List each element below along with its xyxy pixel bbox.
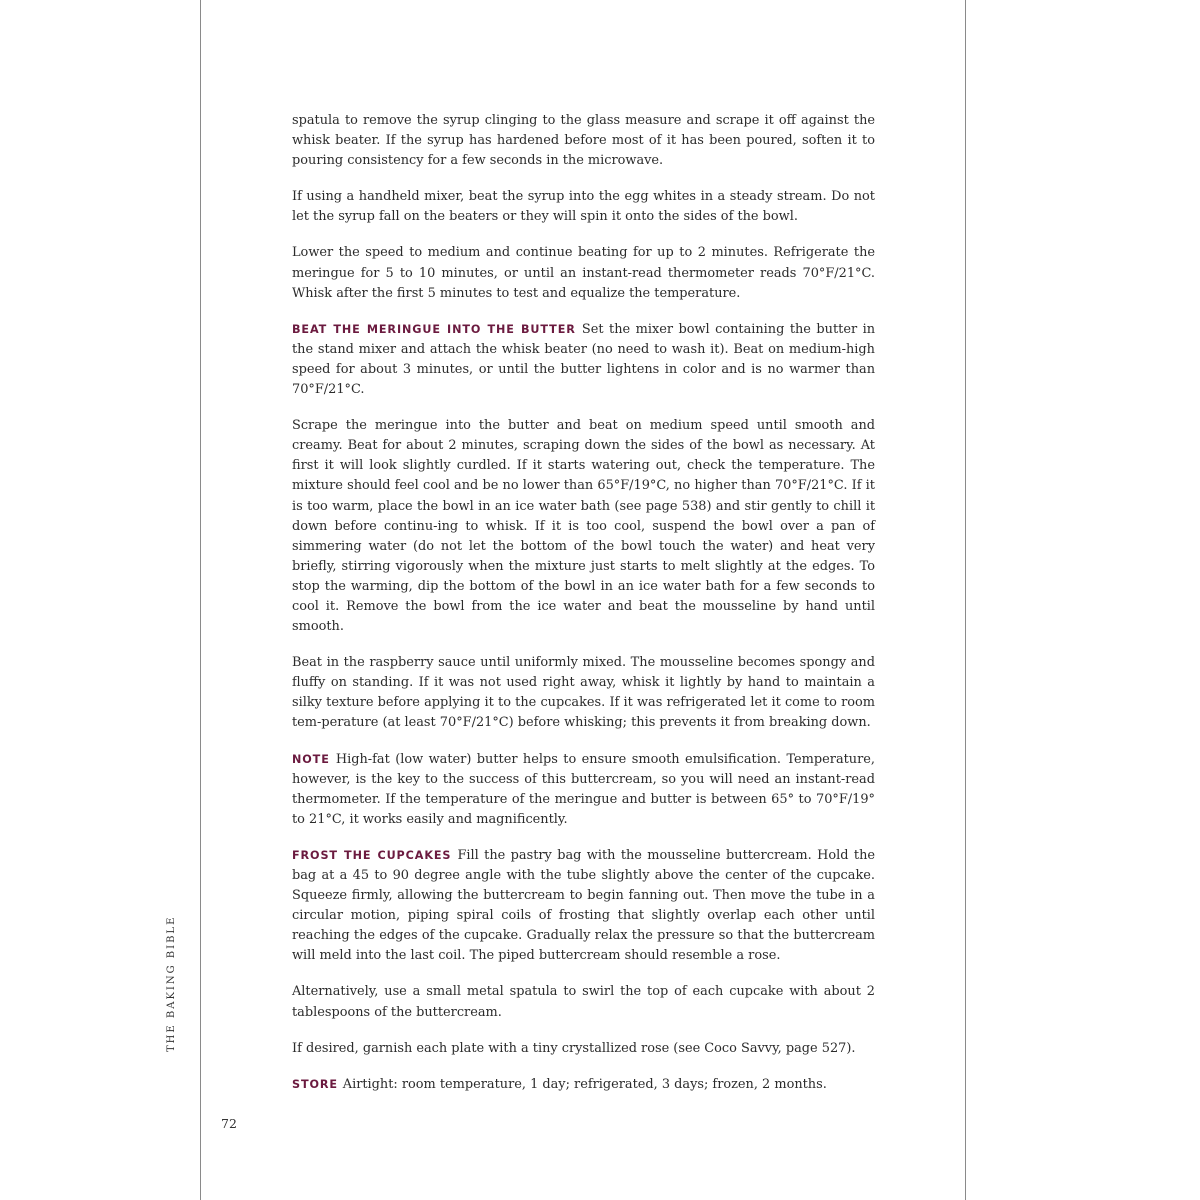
- page-number: 72: [221, 1116, 237, 1131]
- paragraph-text: spatula to remove the syrup clinging to the glass measure and scrape it off against the whisk beater. If the syrup has hardened before most of it has been poured, soften it to pouring consistency for a few seconds in the microwave.: [292, 113, 875, 169]
- paragraph-syrup-finish: [292, 111, 875, 171]
- paragraph-text: Airtight: room temperature, 1 day; refrigerated, 3 days; frozen, 2 months.: [342, 1076, 827, 1092]
- paragraph-text: Alternatively, use a small metal spatula to swirl the top of each cupcake with about 2 tablespoons of the buttercream.: [292, 984, 875, 1020]
- paragraph-text: Lower the speed to medium and continue beating for up to 2 minutes. Refrigerate the meringue for 5 to 10 minutes, or until an instant-read thermometer reads 70°F/21°C. Whisk after the first 5 minutes to test and equalize the temperature.: [292, 245, 875, 301]
- paragraph-handheld-mixer: [292, 187, 875, 227]
- paragraph-text: Beat in the raspberry sauce until uniformly mixed. The mousseline becomes spongy and fluffy on standing. If it was not used right away, whisk it lightly by hand to maintain a silky texture before applying it to the cupcakes. If it was refrigerated let it come to room tem-perature (at least 70°F/21°C) before whisking; this prevents it from breaking down.: [292, 655, 875, 731]
- paragraph-store: [292, 1075, 875, 1095]
- paragraph-scrape-meringue: [292, 416, 875, 637]
- paragraph-text: Scrape the meringue into the butter and beat on medium speed until smooth and creamy. Beat for about 2 minutes, scraping down the sides of the bowl as necessary. At first it will look slightly curdled. If it starts watering out, check the temperature. The mixture should feel cool and be no lower than 65°F/19°C, no higher than 70°F/21°C. If it is too warm, place the bowl in an ice water bath (see page 538) and stir gently to chill it down before continu-ing to whisk. If it is too cool, suspend the bowl over a pan of simmering water (do not let the bottom of the bowl touch the water) and heat very briefly, stirring vigorously when the mixture just starts to melt slightly at the edges. To stop the warming, dip the bottom of the bowl in an ice water bath for a few seconds to cool it. Remove the bowl from the ice water and beat the mousseline by hand until smooth.: [292, 418, 875, 635]
- paragraph-text: If desired, garnish each plate with a tiny crystallized rose (see Coco Savvy, page 527).: [292, 1040, 856, 1056]
- section-heading: NOTE: [292, 752, 336, 766]
- section-heading: BEAT THE MERINGUE INTO THE BUTTER: [292, 322, 582, 336]
- paragraph-alternatively: [292, 982, 875, 1022]
- running-head: THE BAKING BIBLE: [166, 915, 177, 1052]
- paragraph-note: [292, 750, 875, 830]
- paragraph-text: Set the mixer bowl containing the butter in the stand mixer and attach the whisk beater (no need to wash it). Beat on medium-high speed for about 3 minutes, or until the butter lightens in color and is no warmer than 70°F/21°C.: [292, 321, 875, 398]
- paragraph-beat-meringue-into-butter: [292, 320, 875, 400]
- section-heading: FROST THE CUPCAKES: [292, 848, 458, 862]
- paragraph-raspberry-sauce: [292, 653, 875, 733]
- recipe-body: [292, 111, 875, 1111]
- paragraph-lower-speed: [292, 243, 875, 303]
- paragraph-text: If using a handheld mixer, beat the syrup into the egg whites in a steady stream. Do not let the syrup fall on the beaters or they will spin it onto the sides of the bowl.: [292, 189, 875, 225]
- section-heading: STORE: [292, 1077, 343, 1091]
- book-page: [200, 0, 966, 1200]
- paragraph-text: High-fat (low water) butter helps to ensure smooth emulsification. Temperature, however, is the key to the success of this buttercream, so you will need an instant-read thermometer. If the temperature of the meringue and butter is between 65° to 70°F/19° to 21°C, it works easily and magnificently.: [292, 751, 876, 827]
- paragraph-frost-cupcakes: [292, 846, 875, 967]
- paragraph-garnish: [292, 1039, 875, 1059]
- paragraph-text: Fill the pastry bag with the mousseline buttercream. Hold the bag at a 45 to 90 degree angle with the tube slightly above the center of the cupcake. Squeeze firmly, allowing the buttercream to begin fanning out. Then move the tube in a circular motion, piping spiral coils of frosting that slightly overlap each other until reaching the edges of the cupcake. Gradually relax the pressure so that the buttercream will meld into the last coil. The piped buttercream should resemble a rose.: [292, 847, 875, 964]
